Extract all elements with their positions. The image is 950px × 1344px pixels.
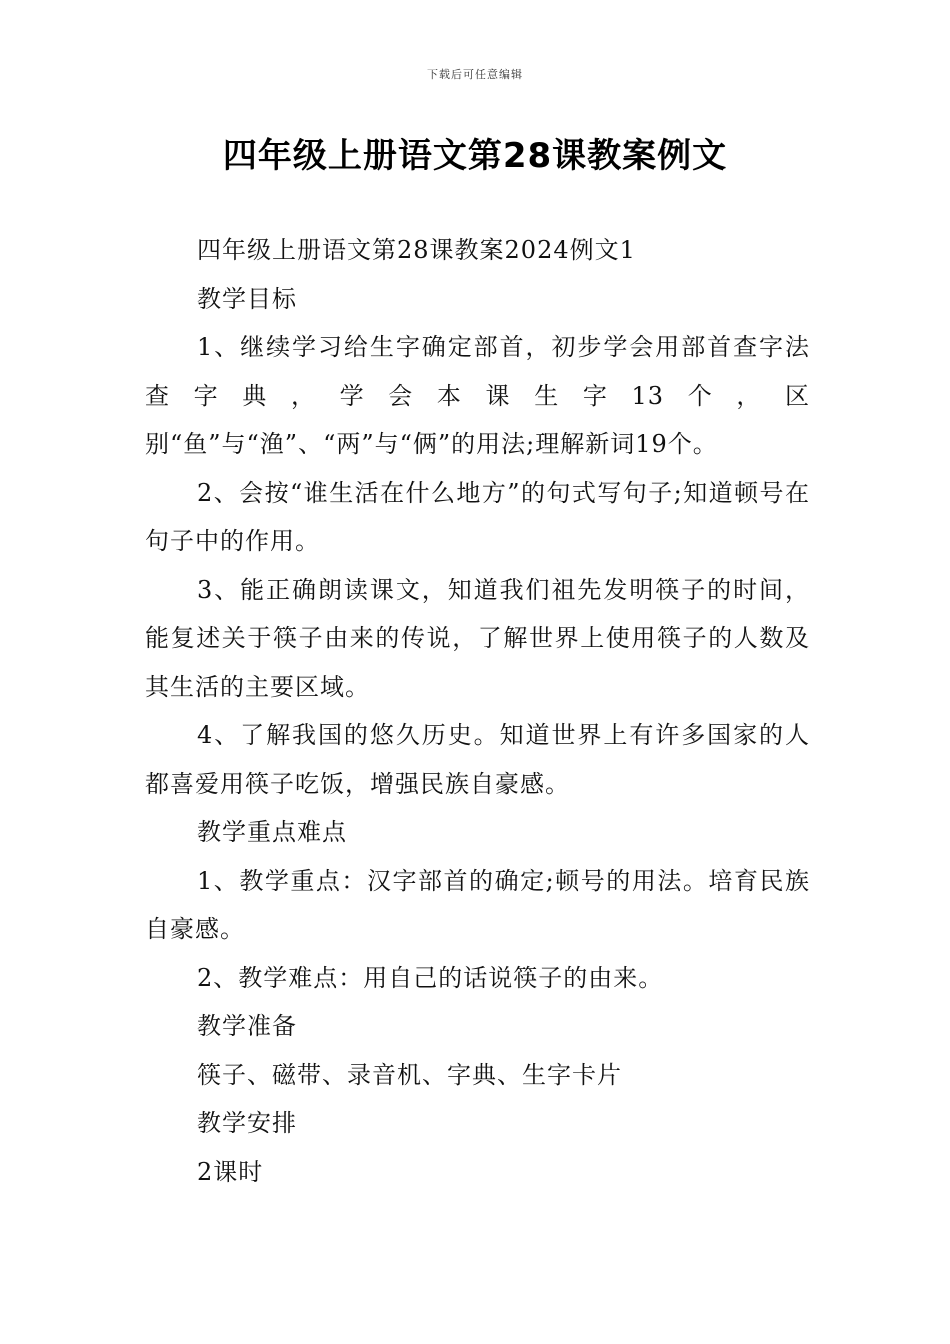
section-heading-objectives: 教学目标 xyxy=(197,284,297,313)
objective-2: 2、会按“谁生活在什么地方”的句式写句子;知道顿号在句子中的作用。 xyxy=(145,478,810,555)
download-note: 下载后可任意编辑 xyxy=(427,68,523,81)
schedule-periods: 2课时 xyxy=(197,1157,264,1186)
section-heading-preparation: 教学准备 xyxy=(197,1012,297,1040)
section-heading-schedule: 教学安排 xyxy=(197,1109,297,1137)
document-body xyxy=(145,226,810,1196)
objective-4: 4、了解我国的悠久历史。知道世界上有许多国家的人都喜爱用筷子吃饭，增强民族自豪感。 xyxy=(145,721,810,798)
preparation-items: 筷子、磁带、录音机、字典、生字卡片 xyxy=(197,1060,622,1089)
subtitle-paragraph: 四年级上册语文第28课教案2024例文1 xyxy=(197,236,636,264)
objective-3: 3、能正确朗读课文，知道我们祖先发明筷子的时间，能复述关于筷子由来的传说，了解世界上使用筷子的人数及其生活的主要区域。 xyxy=(145,575,810,701)
document-title: 四年级上册语文第28课教案例文 xyxy=(222,136,728,176)
objective-1: 1、继续学习给生字确定部首，初步学会用部首查字法查字典，学会本课生字13个，区别“鱼”与“渔”、“两”与“俩”的用法;理解新词19个。 xyxy=(145,333,810,458)
section-heading-key-points: 教学重点难点 xyxy=(197,818,347,846)
key-point-1: 1、教学重点：汉字部首的确定;顿号的用法。培育民族自豪感。 xyxy=(145,866,810,943)
key-point-2: 2、教学难点：用自己的话说筷子的由来。 xyxy=(197,963,664,992)
